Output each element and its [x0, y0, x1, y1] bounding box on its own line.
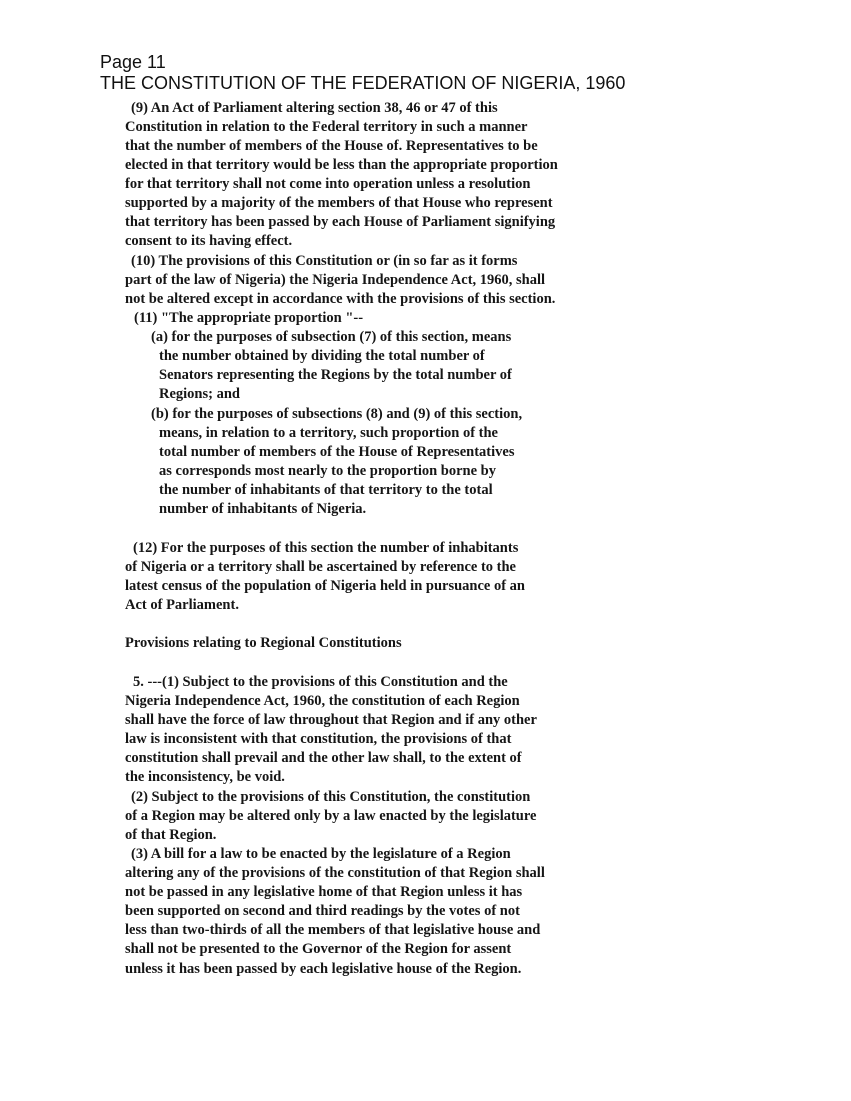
text-line: elected in that territory would be less than the appropriate proportion [125, 157, 558, 173]
text-line: that the number of members of the House of. Representatives to be [125, 138, 538, 154]
text-line: (10) The provisions of this Constitution or (in so far as it forms [131, 253, 518, 269]
page-header [100, 52, 625, 94]
text-line: Regions; and [159, 386, 240, 402]
text-line: that territory has been passed by each House of Parliament signifying [125, 214, 556, 230]
text-line: as corresponds most nearly to the proportion borne by [159, 463, 496, 479]
text-line: for that territory shall not come into operation unless a resolution [125, 176, 531, 192]
text-line: Nigeria Independence Act, 1960, the constitution of each Region [125, 693, 520, 709]
text-line: (11) "The appropriate proportion "-- [134, 310, 364, 326]
text-line: shall not be presented to the Governor of the Region for assent [125, 941, 512, 957]
text-line: (2) Subject to the provisions of this Constitution, the constitution [131, 789, 531, 805]
text-line: Senators representing the Regions by the total number of [159, 367, 512, 383]
text-line: part of the law of Nigeria) the Nigeria Independence Act, 1960, shall [125, 272, 546, 288]
text-line: 5. ---(1) Subject to the provisions of this Constitution and the [133, 674, 508, 690]
text-line: the inconsistency, be void. [125, 769, 285, 785]
text-line: (9) An Act of Parliament altering section 38, 46 or 47 of this [131, 100, 498, 116]
text-line: total number of members of the House of Representatives [159, 444, 515, 460]
text-line: (3) A bill for a law to be enacted by the legislature of a Region [131, 846, 511, 862]
document-title: THE CONSTITUTION OF THE FEDERATION OF NIGERIA, 1960 [100, 73, 626, 93]
text-line: (b) for the purposes of subsections (8) and (9) of this section, [151, 406, 523, 422]
text-line: less than two-thirds of all the members of that legislative house and [125, 922, 541, 938]
text-line: unless it has been passed by each legislative house of the Region. [125, 961, 522, 977]
text-line: supported by a majority of the members of that House who represent [125, 195, 553, 211]
text-line: constitution shall prevail and the other law shall, to the extent of [125, 750, 522, 766]
text-line: latest census of the population of Nigeria held in pursuance of an [125, 578, 525, 594]
text-line: of a Region may be altered only by a law enacted by the legislature [125, 808, 537, 824]
section-heading: Provisions relating to Regional Constitutions [125, 635, 402, 651]
text-line: of Nigeria or a territory shall be ascertained by reference to the [125, 559, 516, 575]
text-line: of that Region. [125, 827, 217, 843]
text-line: consent to its having effect. [125, 233, 293, 249]
text-line: been supported on second and third readings by the votes of not [125, 903, 520, 919]
text-line: shall have the force of law throughout that Region and if any other [125, 712, 537, 728]
text-line: the number obtained by dividing the total number of [159, 348, 485, 364]
text-line: not be passed in any legislative home of that Region unless it has [125, 884, 523, 900]
text-line: number of inhabitants of Nigeria. [159, 501, 367, 517]
text-line: Constitution in relation to the Federal territory in such a manner [125, 119, 528, 135]
text-line: (a) for the purposes of subsection (7) of this section, means [151, 329, 512, 345]
text-line: altering any of the provisions of the constitution of that Region shall [125, 865, 545, 881]
text-line: means, in relation to a territory, such proportion of the [159, 425, 498, 441]
text-line: law is inconsistent with that constitution, the provisions of that [125, 731, 512, 747]
text-line: not be altered except in accordance with the provisions of this section. [125, 291, 556, 307]
text-line: Act of Parliament. [125, 597, 239, 613]
text-line: (12) For the purposes of this section the number of inhabitants [133, 540, 519, 556]
text-line: the number of inhabitants of that territory to the total [159, 482, 493, 498]
page-number: Page 11 [100, 52, 166, 72]
